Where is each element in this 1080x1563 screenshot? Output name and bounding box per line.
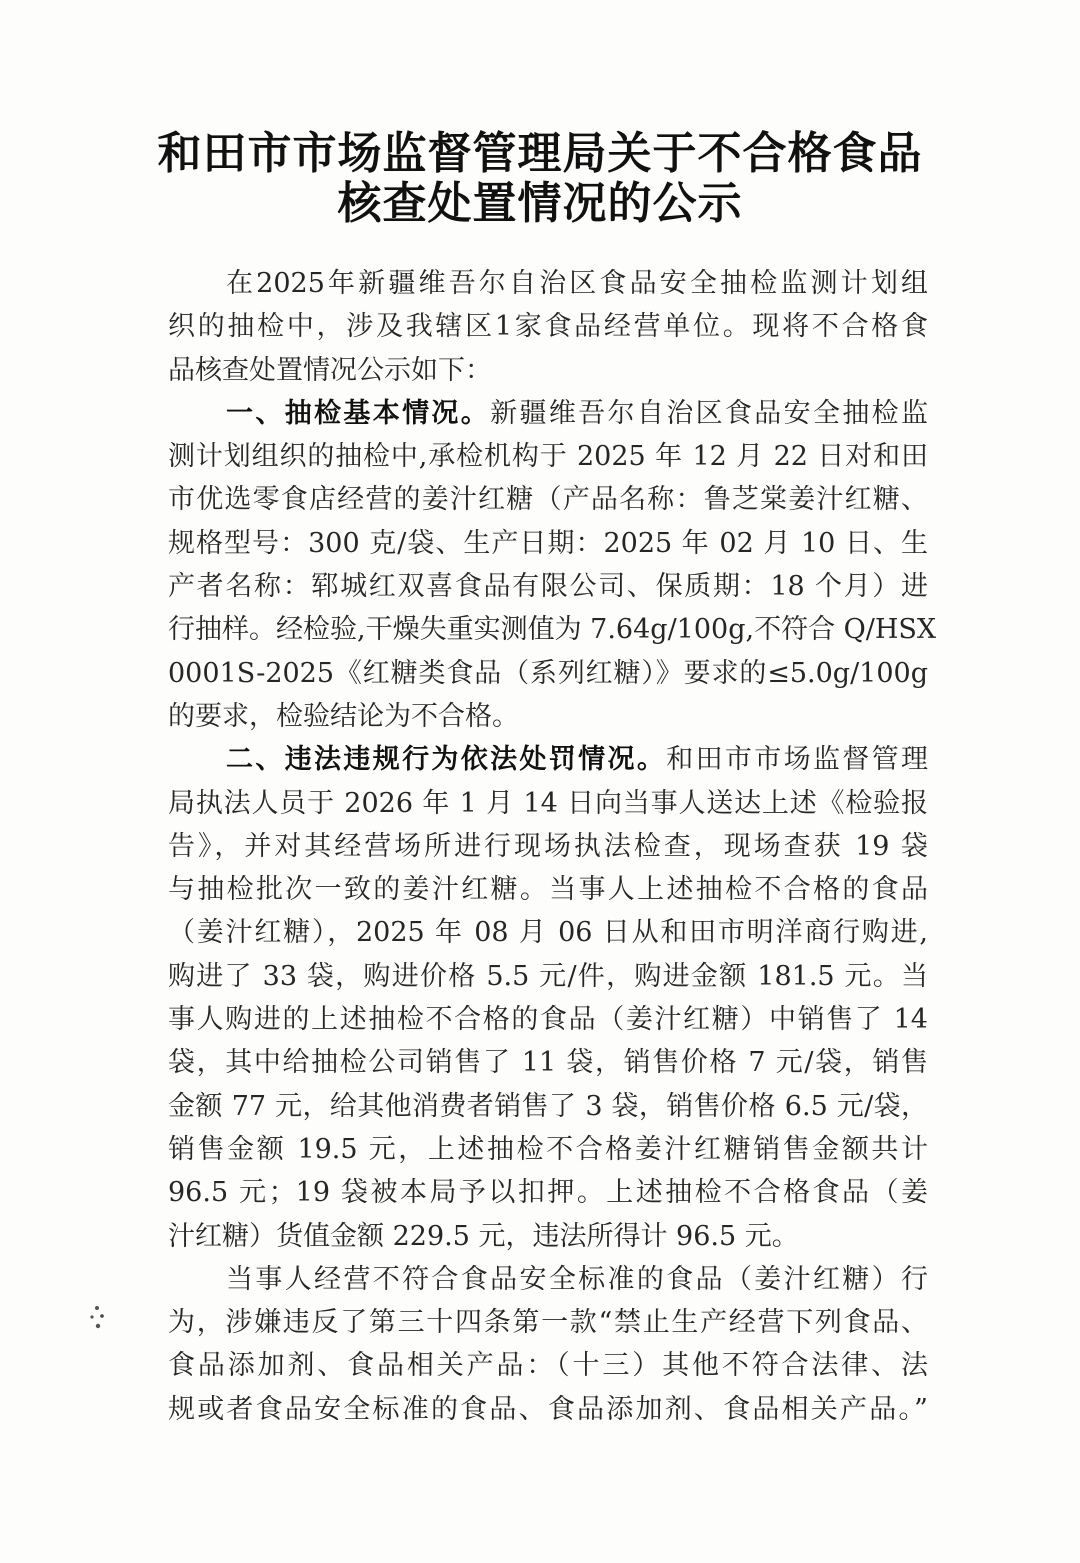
body-line: 市优选零食店经营的姜汁红糖（产品名称：鲁芝棠姜汁红糖、: [168, 484, 928, 516]
body-line: 汁红糖）货值金额 229.5 元，违法所得计 96.5 元。: [168, 1220, 799, 1252]
body-line: 当事人经营不符合食品安全标准的食品（姜汁红糖）行: [226, 1263, 928, 1295]
body-line: 织的抽检中，涉及我辖区1家食品经营单位。现将不合格食: [168, 311, 928, 343]
section-1-heading-line: 一、抽检基本情况。新疆维吾尔自治区食品安全抽检监: [226, 397, 929, 429]
body-line: 食品添加剂、食品相关产品：（十三）其他不符合法律、法: [168, 1350, 928, 1382]
body-line: 局执法人员于 2026 年 1 月 14 日向当事人送达上述《检验报: [168, 787, 928, 819]
body-line: 金额 77 元，给其他消费者销售了 3 袋，销售价格 6.5 元/袋，: [168, 1090, 928, 1122]
section-1-heading: 一、抽检基本情况。: [226, 397, 491, 429]
body-line: 为，涉嫌违反了第三十四条第一款“禁止生产经营下列食品、: [168, 1307, 928, 1339]
body-line: 事人购进的上述抽检不合格的食品（姜汁红糖）中销售了 14: [168, 1004, 928, 1036]
body-line: 规或者食品安全标准的食品、食品添加剂、食品相关产品。”: [168, 1393, 928, 1425]
body-line: 行抽样。经检验,干燥失重实测值为 7.64g/100g,不符合 Q/HSX: [168, 614, 937, 646]
body-line: 96.5 元；19 袋被本局予以扣押。上述抽检不合格食品（姜: [168, 1177, 928, 1209]
body-line: 产者名称：郓城红双喜食品有限公司、保质期：18 个月）进: [168, 571, 928, 603]
document-title-line-2: 核查处置情况的公示: [337, 178, 743, 229]
body-line: 测计划组织的抽检中,承检机构于 2025 年 12 月 22 日对和田: [168, 441, 928, 473]
body-line: 告》，并对其经营场所进行现场执法检查，现场查获 19 袋: [168, 830, 928, 862]
document-body: [168, 262, 937, 1431]
binding-hole-mark-icon: [88, 1302, 110, 1332]
body-line: 品核查处置情况公示如下：: [168, 354, 492, 386]
body-line: 与抽检批次一致的姜汁红糖。当事人上述抽检不合格的食品: [168, 874, 928, 906]
body-line: 销售金额 19.5 元，上述抽检不合格姜汁红糖销售金额共计: [168, 1133, 928, 1165]
body-line: 购进了 33 袋，购进价格 5.5 元/件，购进金额 181.5 元。当: [168, 960, 928, 992]
document-title-line-1: 和田市市场监督管理局关于不合格食品: [157, 128, 923, 179]
body-line: 袋，其中给抽检公司销售了 11 袋，销售价格 7 元/袋，销售: [168, 1047, 928, 1079]
section-2-heading-line: 二、违法违规行为依法处罚情况。和田市市场监督管理: [226, 744, 929, 776]
body-line: （姜汁红糖），2025 年 08 月 06 日从和田市明洋商行购进,: [168, 917, 928, 949]
body-line: 在2025年新疆维吾尔自治区食品安全抽检监测计划组: [226, 268, 928, 299]
body-line: 的要求，检验结论为不合格。: [168, 700, 519, 732]
body-line: 规格型号：300 克/袋、生产日期：2025 年 02 月 10 日、生: [168, 527, 928, 559]
section-2-heading: 二、违法违规行为依法处罚情况。: [226, 744, 667, 776]
body-line: 0001S-2025《红糖类食品（系列红糖）》要求的≤5.0g/100g: [168, 657, 928, 689]
